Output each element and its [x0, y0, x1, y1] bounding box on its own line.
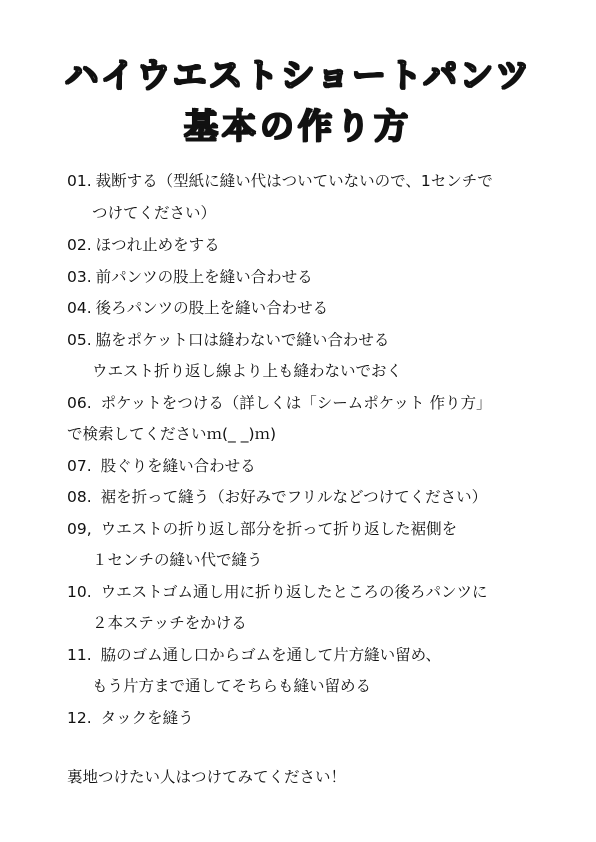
footer-note: 裏地つけたい人はつけてみてください！ — [67, 768, 347, 786]
step-09-cont: １センチの縫い代で縫う — [92, 551, 263, 569]
step-04: 04. 後ろパンツの股上を縫い合わせる — [67, 299, 329, 317]
step-07: 07. 股ぐりを縫い合わせる — [67, 457, 256, 475]
step-12: 12. タックを縫う — [67, 709, 194, 727]
step-06: 06. ポケットをつける（詳しくは「シームポケット 作り方」 — [67, 394, 492, 412]
step-11-cont: もう片方まで通してそちらも縫い留める — [92, 677, 372, 695]
step-11: 11. 脇のゴム通し口からゴムを通して片方縫い留め、 — [67, 646, 441, 664]
title-line-1: ハイウエストショートパンツ — [64, 56, 532, 96]
step-03: 03. 前パンツの股上を縫い合わせる — [67, 268, 313, 286]
step-10-cont: ２本ステッチをかける — [92, 614, 247, 632]
step-09: 09, ウエストの折り返し部分を折って折り返した裾側を — [67, 520, 458, 538]
step-05-cont: ウエスト折り返し線より上も縫わないでおく — [92, 362, 403, 380]
step-08: 08. 裾を折って縫う（お好みでフリルなどつけてください） — [67, 488, 488, 506]
step-01: 01. 裁断する（型紙に縫い代はついていないので、1センチで — [67, 172, 493, 190]
step-01-cont: つけてください） — [92, 204, 217, 222]
step-10: 10. ウエストゴム通し用に折り返したところの後ろパンツに — [67, 583, 488, 601]
step-05: 05. 脇をポケット口は縫わないで縫い合わせる — [67, 331, 390, 349]
step-02: 02. ほつれ止めをする — [67, 236, 220, 254]
title-line-2: 基本の作り方 — [184, 107, 412, 147]
step-06-cont: で検索してくださいｍ(_ _)ｍ) — [67, 425, 277, 443]
